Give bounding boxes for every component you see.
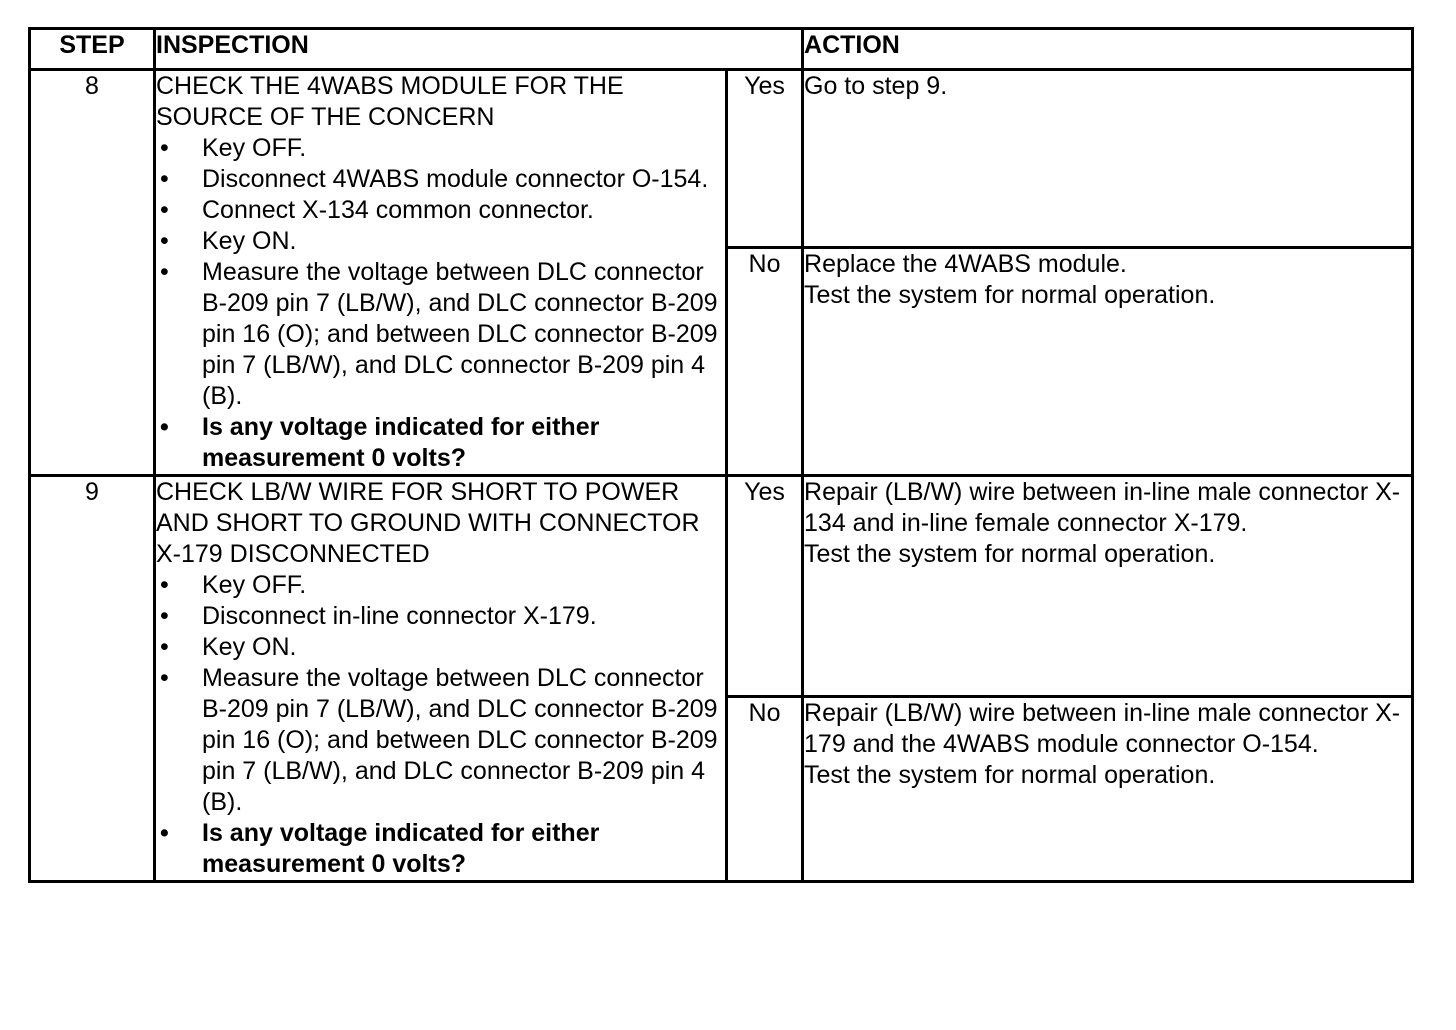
- action-line: Test the system for normal operation.: [804, 281, 1216, 309]
- list-item: • Key ON.: [160, 227, 297, 255]
- list-item: • Disconnect in-line connector X-179.: [160, 602, 597, 630]
- action-line: Go to step 9.: [804, 72, 948, 100]
- step-9-yes-row: [30, 476, 1413, 697]
- no-label: No: [727, 697, 803, 882]
- list-item: • Measure the voltage between DLC connector B-209 pin 7 (LB/W), and DLC connector B-209 pin 16 (O); and between DLC connector B-209 pin 7 (LB/W), and DLC connector B-209 pin 4 (B).: [160, 664, 718, 816]
- list-item: • Connect X-134 common connector.: [160, 196, 594, 224]
- step-title: CHECK THE 4WABS MODULE FOR THE SOURCE OF THE CONCERN: [156, 72, 624, 131]
- header-inspection: INSPECTION: [155, 29, 803, 70]
- yes-label: Yes: [727, 476, 803, 697]
- no-action: [803, 248, 1413, 476]
- step-number: 9: [30, 476, 155, 882]
- action-line: Repair (LB/W) wire between in-line male connector X-179 and the 4WABS module connector O-154.: [804, 699, 1401, 758]
- list-item: • Key ON.: [160, 633, 297, 661]
- step-inspection: [155, 70, 727, 476]
- action-line: Repair (LB/W) wire between in-line male connector X-134 and in-line female connector X-179.: [804, 478, 1401, 537]
- step-inspection: [155, 476, 727, 882]
- list-item: • Measure the voltage between DLC connector B-209 pin 7 (LB/W), and DLC connector B-209 pin 16 (O); and between DLC connector B-209 pin 7 (LB/W), and DLC connector B-209 pin 4 (B).: [160, 258, 718, 410]
- step-item-list: [156, 570, 725, 880]
- action-line: Replace the 4WABS module.: [804, 250, 1127, 278]
- header-action: ACTION: [803, 29, 1413, 70]
- step-number: 8: [30, 70, 155, 476]
- action-line: Test the system for normal operation.: [804, 761, 1216, 789]
- list-item: • Disconnect 4WABS module connector O-154.: [160, 165, 709, 193]
- header-step: STEP: [30, 29, 155, 70]
- header-row: [30, 29, 1413, 70]
- list-item: • Key OFF.: [160, 134, 307, 162]
- step-item-list: [156, 133, 725, 474]
- yes-label: Yes: [727, 70, 803, 248]
- no-action: [803, 697, 1413, 882]
- diagnostic-table: [28, 27, 1414, 883]
- step-title: CHECK LB/W WIRE FOR SHORT TO POWER AND SHORT TO GROUND WITH CONNECTOR X-179 DISCONNECTED: [156, 478, 700, 568]
- no-label: No: [727, 248, 803, 476]
- yes-action: [803, 70, 1413, 248]
- action-line: Test the system for normal operation.: [804, 540, 1216, 568]
- yes-action: [803, 476, 1413, 697]
- step-8-yes-row: [30, 70, 1413, 248]
- step-question: • Is any voltage indicated for either measurement 0 volts?: [160, 413, 600, 472]
- step-question: • Is any voltage indicated for either measurement 0 volts?: [160, 819, 600, 878]
- list-item: • Key OFF.: [160, 571, 307, 599]
